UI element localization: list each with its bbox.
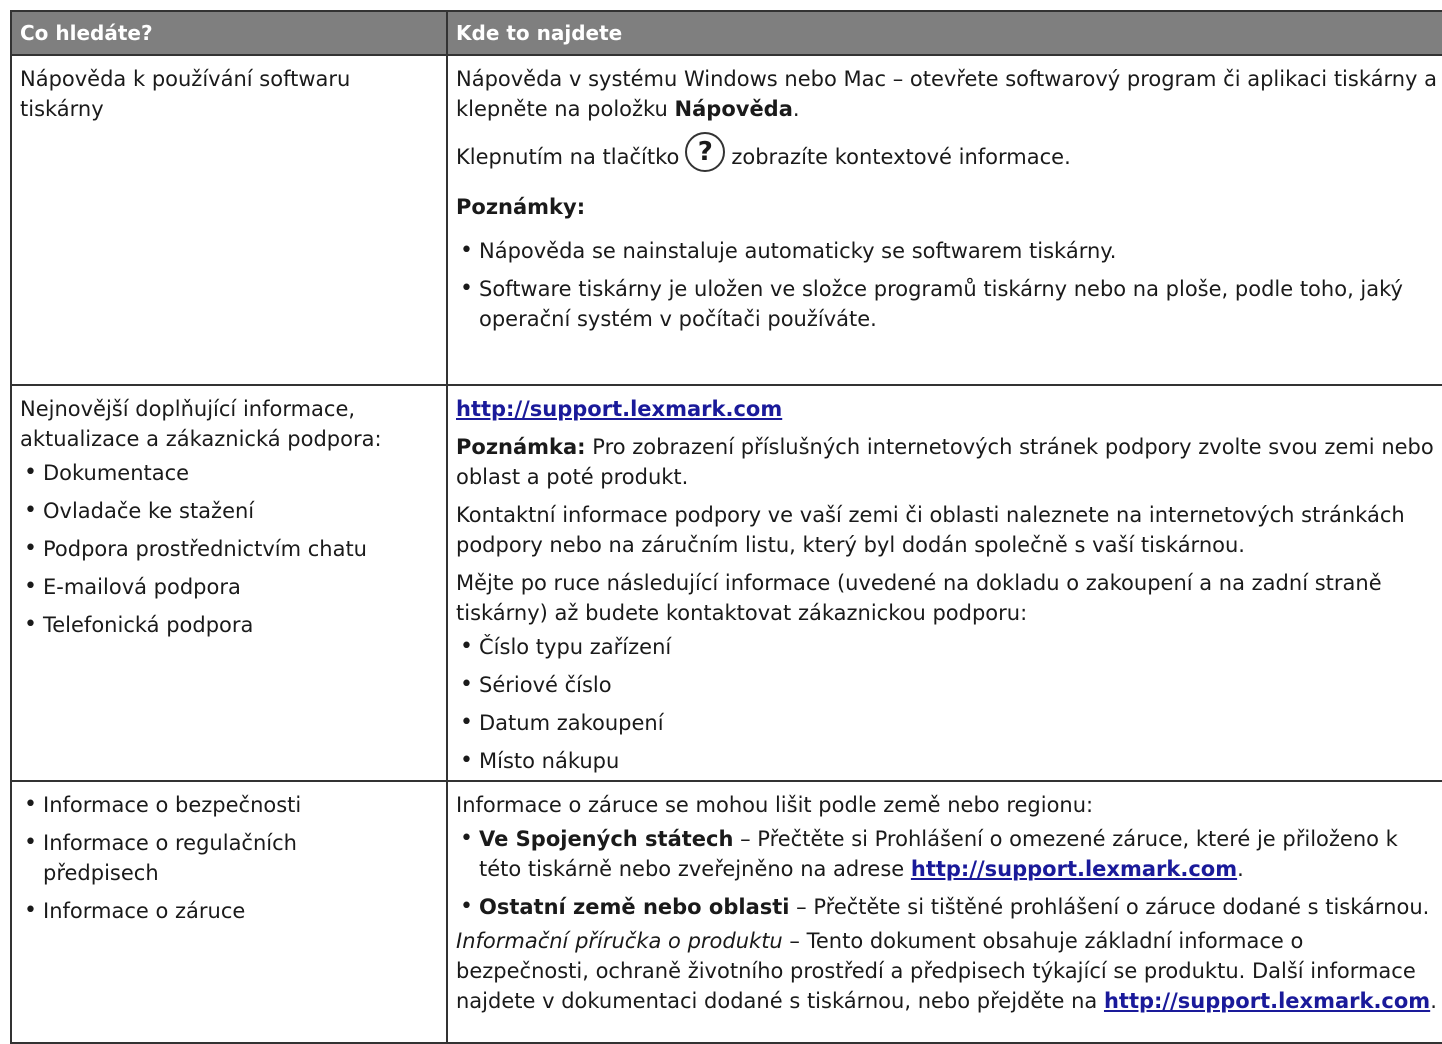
support-link-guide[interactable]: http://support.lexmark.com (1103, 989, 1431, 1013)
row3-left (12, 782, 448, 1042)
notes-title: Poznámky: (456, 195, 586, 219)
row3-b1-bold: Ve Spojených státech (479, 827, 734, 851)
row3-info-guide (456, 926, 1442, 1016)
header-where: Kde to najdete (456, 21, 623, 45)
list-item: • E-mailová podpora (20, 572, 438, 602)
list-item: • Sériové číslo (456, 670, 1442, 700)
row1-left-text: Nápověda k používání softwaru tiskárny (20, 67, 351, 121)
row1-right (448, 56, 1442, 384)
row3-b1-text: – Přečtěte si Prohlášení o omezené záruce, které je přiloženo k této tiskárně nebo zveřejněno na adrese (479, 827, 1398, 881)
row3-intro: Informace o záruce se mohou lišit podle země nebo regionu: (456, 793, 1094, 817)
list-item: • Informace o regulačních předpisech (20, 828, 398, 888)
table-header-row (12, 12, 1442, 56)
row3-b1-end: . (1237, 857, 1244, 881)
list-item: • Dokumentace (20, 458, 438, 488)
row3-b2-bold: Ostatní země nebo oblasti (479, 895, 790, 919)
row3-right (448, 782, 1442, 1042)
support-link[interactable]: http://support.lexmark.com (456, 397, 783, 421)
table-row (12, 782, 1442, 1044)
notes-list (456, 236, 1442, 334)
row2-left-intro: Nejnovější doplňující informace, aktualizace a zákaznická podpora: (20, 397, 382, 451)
table-row (12, 56, 1442, 386)
row2-items-list (456, 632, 1442, 776)
list-item: • Nápověda se nainstaluje automaticky se softwarem tiskárny. (456, 236, 1442, 266)
help-question-icon: ? (685, 132, 725, 172)
list-item: • Software tiskárny je uložen ve složce programů tiskárny nebo na ploše, podle toho, jaký operační systém v počítači používáte. (456, 274, 1442, 334)
row2-note-bold: Poznámka: (456, 435, 586, 459)
list-item (456, 824, 1442, 884)
list-item: • Podpora prostřednictvím chatu (20, 534, 438, 564)
row1-p1-bold: Nápověda (674, 97, 793, 121)
header-what: Co hledáte? (12, 12, 448, 54)
row3-guide-title: Informační příručka o produktu (456, 929, 783, 953)
row2-left (12, 386, 448, 780)
row2-note (456, 432, 1442, 492)
row3-b2-text: – Přečtěte si tištěné prohlášení o záruce dodané s tiskárnou. (789, 895, 1430, 919)
list-item: • Číslo typu zařízení (456, 632, 1442, 662)
list-item: • Ovladače ke stažení (20, 496, 438, 526)
row3-guide-text: – Tento dokument obsahuje základní informace o bezpečnosti, ochraně životního prostředí a předpisech týkající se produktu. Další informace najdete v dokumentaci dodané s tiskárnou, nebo přejděte na (456, 929, 1416, 1013)
row1-left (12, 56, 448, 384)
row1-context-text (456, 138, 1442, 178)
row1-p1-text: Nápověda v systému Windows nebo Mac – otevřete softwarový program či aplikaci tiskárny a klepněte na položku (456, 67, 1438, 121)
row1-p2-after: zobrazíte kontextové informace. (731, 145, 1071, 169)
row2-right (448, 386, 1442, 780)
row1-p2-before: Klepnutím na tlačítko (456, 145, 680, 169)
row3-warranty-list (456, 824, 1442, 922)
table-row (12, 386, 1442, 782)
row2-have: Mějte po ruce následující informace (uvedené na dokladu o zakoupení a na zadní straně tiskárny) až budete kontaktovat zákaznickou podporu: (456, 571, 1382, 625)
list-item: • Místo nákupu (456, 746, 1442, 776)
list-item: • Informace o záruce (20, 896, 398, 926)
row2-note-text: Pro zobrazení příslušných internetových stránek podpory zvolte svou zemi nebo oblast a poté produkt. (456, 435, 1434, 489)
list-item (456, 892, 1442, 922)
info-table (10, 10, 1442, 1044)
list-item: • Telefonická podpora (20, 610, 438, 640)
list-item: • Datum zakoupení (456, 708, 1442, 738)
list-item: • Informace o bezpečnosti (20, 790, 398, 820)
row2-contact: Kontaktní informace podpory ve vaší zemi či oblasti naleznete na internetových stránkách podpory nebo na záručním listu, který byl dodán společně s vaší tiskárnou. (456, 503, 1405, 557)
row2-left-list (20, 458, 438, 640)
row3-guide-end: . (1430, 989, 1437, 1013)
row1-help-text (456, 64, 1442, 124)
row1-p1-end: . (792, 97, 800, 121)
support-link-us[interactable]: http://support.lexmark.com (910, 857, 1238, 881)
row3-left-list (20, 790, 438, 926)
